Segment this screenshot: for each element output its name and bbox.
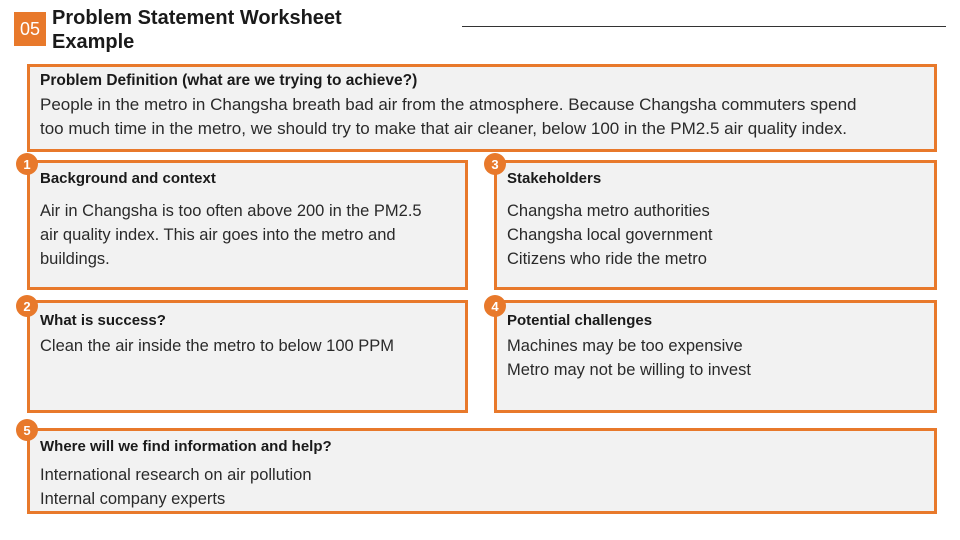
stakeholders-box (494, 160, 937, 290)
title-divider (462, 26, 946, 27)
problem-definition-line: too much time in the metro, we should try to make that air cleaner, below 100 in the PM2.5 air quality index. (40, 119, 847, 138)
step-badge-5: 5 (16, 419, 38, 441)
step-badge-4: 4 (484, 295, 506, 317)
problem-definition-title: Problem Definition (what are we trying to achieve?) (40, 72, 418, 89)
stakeholder-item: Citizens who ride the metro (507, 250, 707, 268)
success-box (27, 300, 468, 413)
page-title (52, 6, 432, 54)
information-item: Internal company experts (40, 490, 226, 508)
stakeholder-item: Changsha metro authorities (507, 202, 710, 220)
success-line: Clean the air inside the metro to below 100 PPM (40, 337, 395, 355)
background-context-line: Air in Changsha is too often above 200 in the PM2.5 (40, 202, 422, 220)
section-number-badge: 05 (14, 12, 46, 46)
page-title-line-2: Example (52, 31, 135, 53)
background-context-line: buildings. (40, 250, 110, 268)
challenges-title: Potential challenges (507, 312, 653, 329)
stakeholders-title: Stakeholders (507, 170, 602, 187)
information-item: International research on air pollution (40, 466, 312, 484)
background-context-title: Background and context (40, 170, 216, 187)
information-help-title: Where will we find information and help? (40, 438, 332, 455)
success-title: What is success? (40, 312, 166, 329)
step-badge-3: 3 (484, 153, 506, 175)
background-context-box (27, 160, 468, 290)
problem-definition-line: People in the metro in Changsha breath bad air from the atmosphere. Because Changsha commuters spend (40, 95, 857, 114)
step-badge-1: 1 (16, 153, 38, 175)
step-badge-2: 2 (16, 295, 38, 317)
challenge-item: Metro may not be willing to invest (507, 361, 751, 379)
problem-definition-box (27, 64, 937, 152)
background-context-line: air quality index. This air goes into the metro and (40, 226, 396, 244)
stakeholder-item: Changsha local government (507, 226, 713, 244)
challenge-item: Machines may be too expensive (507, 337, 743, 355)
challenges-box (494, 300, 937, 413)
information-help-box (27, 428, 937, 514)
page-title-line-1: Problem Statement Worksheet (52, 7, 342, 29)
